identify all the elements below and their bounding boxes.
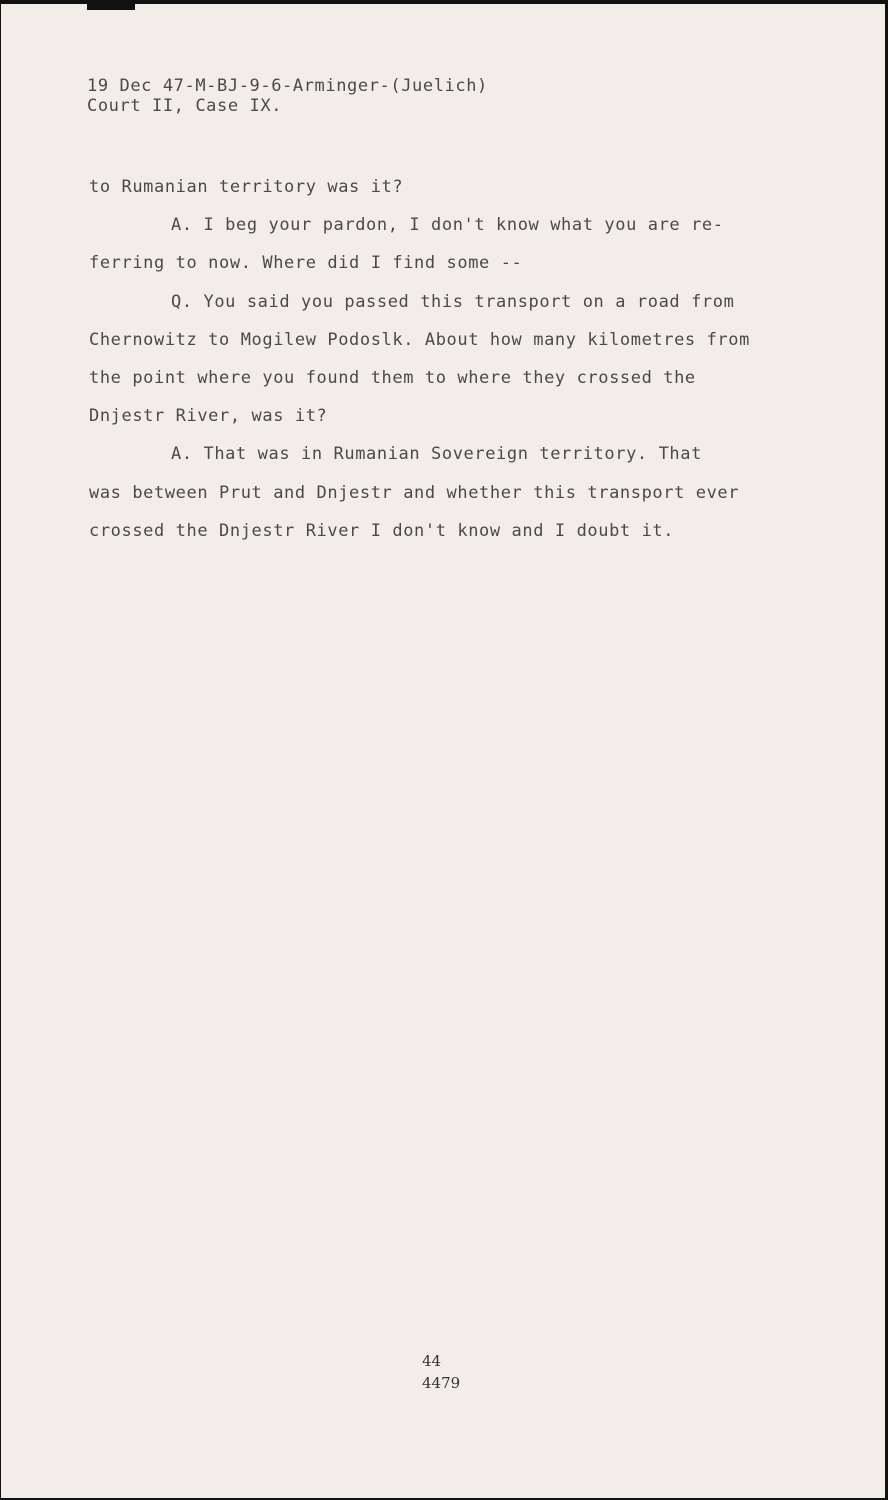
transcript-line: the point where you found them to where they crossed the (89, 368, 696, 389)
transcript-body (89, 168, 819, 550)
header-docket-line: 19 Dec 47-M-BJ-9-6-Arminger-(Juelich) (87, 76, 488, 96)
transcript-line: Chernowitz to Mogilew Podoslk. About how many kilometres from (89, 329, 750, 350)
transcript-line: Dnjestr River, was it? (89, 406, 328, 427)
page-edge-tab (87, 4, 135, 10)
transcript-line: A. I beg your pardon, I don't know what you are re- (171, 215, 724, 236)
page-number-stamp-lower: 4479 (422, 1374, 461, 1392)
transcript-line: was between Prut and Dnjestr and whether this transport ever (89, 482, 740, 503)
page-number-stamp-upper: 44 (422, 1352, 442, 1370)
page-number-stamps (422, 1350, 460, 1394)
transcript-line: ferring to now. Where did I find some -- (89, 253, 523, 274)
transcript-line: Q. You said you passed this transport on a road from (171, 291, 735, 312)
transcript-line: crossed the Dnjestr River I don't know and I doubt it. (89, 520, 675, 541)
transcript-line: A. That was in Rumanian Sovereign territory. That (171, 444, 702, 465)
transcript-line: to Rumanian territory was it? (89, 177, 404, 197)
header-court-line: Court II, Case IX. (87, 96, 283, 116)
document-page (1, 4, 885, 1498)
